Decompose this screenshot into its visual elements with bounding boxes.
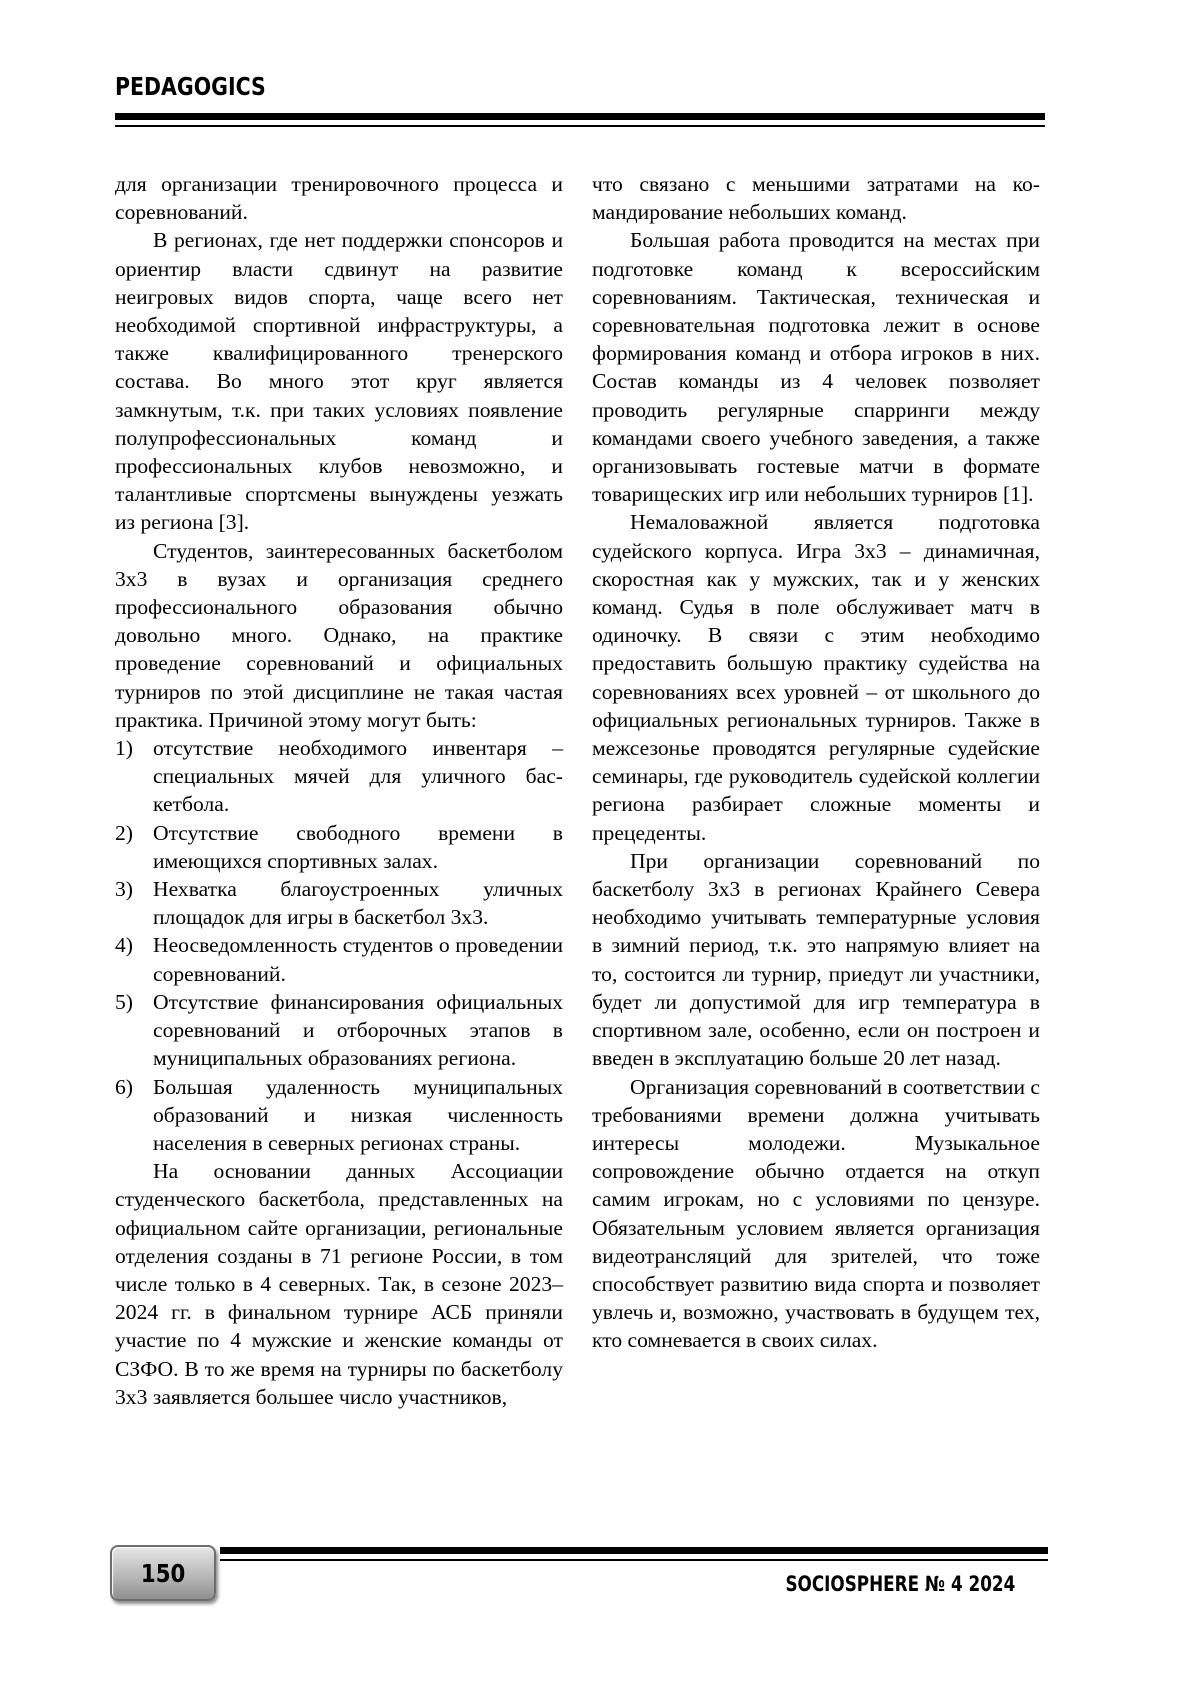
list-item-number: 4) bbox=[115, 933, 133, 958]
paragraph: Немаловажной является подготовка судейского корпуса. Игра 3х3 – динамичная, скоростная как у мужских, так и у женских команд. Судья в поле обслуживает матч в одиночку. В связи с этим необходимо предоставить большую практику судейства на соревнованиях всех уровней – от школьного до официальных региональных турниров. Также в межсезонье проводятся регулярные судейские семинары, где руководитель судейской коллегии региона разбирает сложные моменты и прецеденты. bbox=[592, 510, 1040, 845]
list-item-number: 6) bbox=[115, 1074, 133, 1099]
paragraph: Организация соревнований в соответствии с требованиями времени должна учитывать интересы молодежи. Музыкальное сопровождение обычно отдается на откуп самим игрокам, но с условиями по цензуре. Обязательным условием является организация видеотрансляций для зрителей, что тоже способствует развитию вида спорта и позволяет увлечь и, возможно, участвовать в будущем тех, кто сомневается в своих силах. bbox=[592, 1074, 1040, 1353]
list-item-text: Большая удаленность муниципальных образований и низкая численность населения в северных регионах страны. bbox=[153, 1074, 563, 1155]
reasons-list bbox=[115, 734, 563, 1157]
footer-rule-thick bbox=[220, 1547, 1048, 1554]
list-item bbox=[115, 819, 563, 875]
list-item-text: Отсутствие финансирования официальных соревнований и отборочных этапов в муниципальных образованиях региона. bbox=[153, 989, 563, 1071]
list-item-number: 3) bbox=[115, 877, 133, 902]
journal-issue: SOCIOSPHERE № 4 2024 bbox=[785, 1572, 1015, 1596]
header-rule-thick bbox=[115, 113, 1045, 120]
paragraph: Студентов, заинтересованных баскетболом 3х3 в вузах и организация среднего профессионального образования обычно довольно много. Однако, на практике проведение соревнований и официальных турниров по этой дисциплине не такая частая практика. Причиной этому могут быть: bbox=[115, 538, 563, 732]
right-column bbox=[592, 170, 1040, 1355]
footer-rule-thin bbox=[220, 1559, 1048, 1561]
list-item-text: Неосведомленность студентов о проведении соревнований. bbox=[153, 933, 563, 986]
list-item-text: Отсутствие свободного времени в имеющихся спортивных залах. bbox=[153, 820, 563, 873]
list-item-text: Нехватка благоустроенных уличных площадок для игры в баскетбол 3х3. bbox=[153, 877, 563, 930]
running-head-section: PEDAGOGICS bbox=[115, 72, 266, 101]
left-column bbox=[115, 170, 563, 1411]
list-item-number: 5) bbox=[115, 989, 133, 1014]
list-item bbox=[115, 931, 563, 987]
list-item-text: отсутствие необходимого инвентаря – специальных мячей для уличного баскетбола. bbox=[153, 736, 563, 817]
paragraph: для организации тренировочного процесса и соревнований. bbox=[115, 172, 563, 225]
list-item bbox=[115, 734, 563, 819]
list-item bbox=[115, 988, 563, 1073]
list-item bbox=[115, 875, 563, 931]
paragraph: При организации соревнований по баскетболу 3х3 в регионах Крайнего Севера необходимо учитывать температурные условия в зимний период, т.к. это напрямую влияет на то, состоится ли турнир, приедут ли участники, будет ли допустимой для игр температура в спортивном зале, особенно, если он построен и введен в эксплуатацию больше 20 лет назад. bbox=[592, 848, 1040, 1071]
paragraph: что связано с меньшими затратами на командирование небольших команд. bbox=[592, 172, 1040, 225]
list-item-number: 1) bbox=[115, 736, 133, 761]
header-rule-thin bbox=[115, 125, 1045, 127]
list-item bbox=[115, 1073, 563, 1158]
paragraph: На основании данных Ассоциации студенческого баскетбола, представленных на официальном сайте организации, региональные отделения созданы в 71 регионе России, в том числе только в 4 северных. Так, в сезоне 2023–2024 гг. в финальном турнире АСБ приняли участие по 4 мужские и женские команды от СЗФО. В то же время на турниры по баскетболу 3х3 заявляется большее число участников, bbox=[115, 1159, 563, 1409]
paragraph: Большая работа проводится на местах при подготовке команд к всероссийским соревнованиям. Тактическая, техническая и соревновательная подготовка лежит в основе формирования команд и отбора игроков в них. Состав команды из 4 человек позволяет проводить регулярные спарринги между командами своего учебного заведения, а также организовывать гостевые матчи в формате товарищеских игр или небольших турниров [1]. bbox=[592, 228, 1040, 507]
page-number-badge bbox=[110, 1545, 216, 1601]
list-item-number: 2) bbox=[115, 820, 133, 845]
page-number: 150 bbox=[140, 1558, 186, 1588]
paragraph: В регионах, где нет поддержки спонсоров и ориентир власти сдвинут на развитие неигровых видов спорта, чаще всего нет необходимой спортивной инфраструктуры, а также квалифицированного тренерского состава. Во много этот круг является замкнутым, т.к. при таких условиях появление полупрофессиональных команд и профессиональных клубов невозможно, и талантливые спортсмены вынуждены уезжать из региона [3]. bbox=[115, 228, 563, 535]
